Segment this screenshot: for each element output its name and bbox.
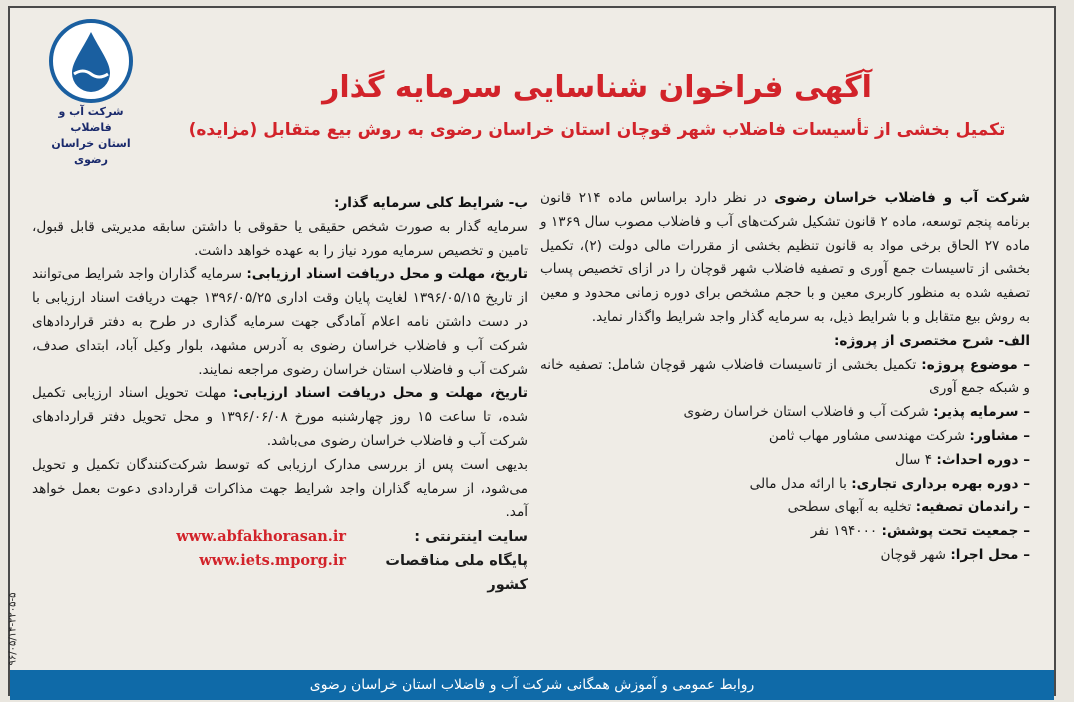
footer-text: روابط عمومی و آموزش همگانی شرکت آب و فاضلاب استان خراسان رضوی xyxy=(309,677,755,693)
right-column xyxy=(540,187,1030,568)
intro-text: در نظر دارد براساس ماده ۲۱۴ قانون برنامه پنجم توسعه، ماده ۲ قانون تشکیل شرکت‌های آب و فاضلاب مصوب سال ۱۳۶۹ و ماده ۲۷ الحاق برخی مواد به قانون تنظیم بخشی از مقررات مالی دولت (۲)، تکمیل بخشی از تاسیسات جمع آوری و تصفیه فاضلاب شهر قوچان را در ازای تخصیص پساب تصفیه شده به منظور کاربری معین و با حجم مشخص برای دوره زمانی محدود و معین به روش بیع متقابل و با شرایط ذیل، به سرمایه گذار واجد شرایط واگذار نماید. xyxy=(540,190,1031,325)
page-subtitle: تکمیل بخشی از تأسیسات فاضلاب شهر قوچان استان خراسان رضوی به روش بیع متقابل (مزایده) xyxy=(188,120,1006,140)
website-link[interactable]: www.abfakhorasan.ir xyxy=(176,528,346,546)
website-row xyxy=(32,525,528,549)
left-column xyxy=(32,192,528,597)
section-b-text: سرمایه گذار به صورت شخص حقیقی یا حقوقی با داشتن سابقه مدیریتی قابل قبول، تامین و تخصیص سرمایه مورد نیاز را به عهده خواهد داشت. xyxy=(32,218,528,259)
project-investee: – سرمایه پذیر: شرکت آب و فاضلاب استان خراسان رضوی xyxy=(683,404,1030,421)
project-population: – جمعیت تحت پوشش: ۱۹۴۰۰۰ نفر xyxy=(810,523,1030,540)
project-location: – محل اجرا: شهر قوچان xyxy=(880,546,1030,563)
intro-paragraph xyxy=(540,187,1030,330)
portal-row xyxy=(32,549,528,597)
closing-paragraph: بدیهی است پس از بررسی مدارک ارزیابی که توسط شرکت‌کنندگان تکمیل و تحویل می‌شود، از سرمایه گذاران واجد شرایط جهت مذاکرات قراردادی دعوت بعمل خواهد آمد. xyxy=(32,456,528,521)
portal-link[interactable]: www.iets.mporg.ir xyxy=(199,552,346,570)
section-a-heading: الف- شرح مختصری از پروژه: xyxy=(833,332,1030,349)
project-operation-period: – دوره بهره برداری تجاری: با ارائه مدل مالی xyxy=(749,475,1030,492)
website-label: سایت اینترنتی : xyxy=(414,529,528,546)
side-code-text: ۹۶/۰۵/۱۴-۲۲۰۵-۵ xyxy=(7,592,19,666)
section-b-heading: ب- شرایط کلی سرمایه گذار: xyxy=(334,195,528,211)
company-logo xyxy=(36,18,146,168)
logo-province: استان خراسان رضوی xyxy=(51,137,131,166)
page-title: آگهی فراخوان شناسایی سرمایه گذار xyxy=(322,70,872,105)
logo-org-name: شرکت آب و فاضلاب xyxy=(58,105,124,134)
intro-company: شرکت آب و فاضلاب خراسان رضوی xyxy=(774,190,1031,206)
water-drop-logo-icon xyxy=(48,18,134,104)
footer-bar xyxy=(10,670,1054,700)
delivery-paragraph: تاریخ، مهلت و محل دریافت اسناد ارزیابی: مهلت تحویل اسناد ارزیابی تکمیل شده، تا ساعت ۱۵ روز چهارشنبه مورخ ۱۳۹۶/۰۶/۰۸ و محل تحویل دفتر قراردادهای شرکت آب و فاضلاب خراسان رضوی می‌باشد. xyxy=(32,385,528,449)
project-treatment-efficiency: – راندمان تصفیه: تخلیه به آبهای سطحی xyxy=(787,499,1030,516)
portal-label: پایگاه ملی مناقصات کشور xyxy=(385,553,528,594)
side-code xyxy=(0,420,20,670)
docs-paragraph: تاریخ، مهلت و محل دریافت اسناد ارزیابی: سرمایه گذاران واجد شرایط می‌توانند از تاریخ ۱۳۹۶/۰۵/۱۵ لغایت پایان وقت اداری ۱۳۹۶/۰۵/۲۵ جهت دریافت اسناد ارزیابی با در دست داشتن نامه اعلام آمادگی جهت سرمایه گذاری در طرح به دفتر قراردادهای شرکت آب و فاضلاب خراسان رضوی به آدرس مشهد، بلوار وکیل آباد، ابتدای صدف، شرکت آب و فاضلاب استان خراسان رضوی مراجعه نمایند. xyxy=(32,266,528,378)
project-construction-period: – دوره احداث: ۴ سال xyxy=(895,451,1030,468)
project-consultant: – مشاور: شرکت مهندسی مشاور مهاب ثامن xyxy=(768,427,1030,444)
project-subject: – موضوع پروژه: تکمیل بخشی از تاسیسات فاضلاب شهر قوچان شامل: تصفیه خانه و شبکه جمع آوری xyxy=(540,356,1030,397)
